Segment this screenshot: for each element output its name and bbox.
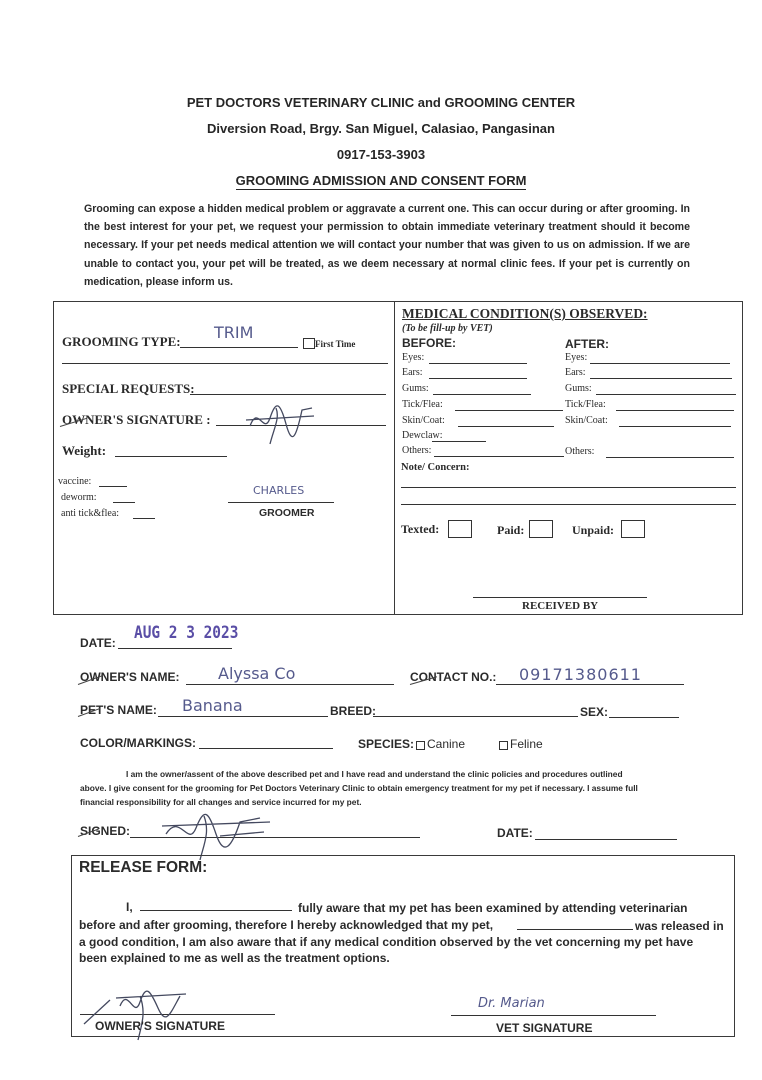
clinic-address: Diversion Road, Brgy. San Miguel, Calasiao, Pangasinan: [207, 121, 555, 136]
before-field-label: Tick/Flea:: [402, 399, 443, 410]
grooming-type-label: GROOMING TYPE:: [62, 334, 181, 349]
after-field-label: Others:: [565, 446, 595, 457]
feline-label: Feline: [510, 737, 543, 751]
groomer-label: GROOMER: [259, 507, 315, 519]
feline-checkbox[interactable]: [499, 741, 508, 750]
date-line: [118, 648, 232, 649]
before-field-line[interactable]: [429, 363, 527, 364]
date-label: DATE:: [80, 636, 116, 650]
after-field-line[interactable]: [596, 394, 736, 395]
color-label: COLOR/MARKINGS:: [80, 736, 196, 750]
after-field-line[interactable]: [590, 363, 730, 364]
after-field-label: Tick/Flea:: [565, 399, 606, 410]
owner-signature-label: OWNER'S SIGNATURE: [95, 1019, 225, 1033]
consent-line-2: above. I give consent for the grooming for Pet Doctors Veterinary Clinic to obtain emergency treatment for my pet if necessary. I assume full: [80, 783, 638, 793]
before-field-label: Eyes:: [402, 352, 425, 363]
before-field-label: Skin/Coat:: [402, 415, 445, 426]
antitick-label: anti tick&flea:: [61, 508, 120, 519]
weight-label: Weight:: [62, 443, 107, 458]
owner-name-value[interactable]: Alyssa Co: [218, 664, 296, 683]
breed-line: [373, 716, 578, 717]
texted-label: Texted:: [401, 522, 440, 536]
grooming-type-value[interactable]: TRIM: [214, 323, 254, 342]
before-field-line[interactable]: [432, 441, 486, 442]
paid-checkbox[interactable]: [529, 520, 553, 538]
before-field-label: Gums:: [402, 383, 429, 394]
intro-paragraph: Grooming can expose a hidden medical problem or aggravate a current one. This can occur during or after grooming. In the best interest for your pet, we request your permission to obtain immediate veterinary treatment should it become necessary. If your pet needs medical attention we will contact your number that was given to us on admission. If we are unable to contact you, your pet will be treated, as we deem necessary at normal clinic fees. If your pet is currently on medication, please inform us.: [84, 203, 690, 288]
before-label: BEFORE:: [402, 336, 456, 350]
after-field-line[interactable]: [619, 426, 731, 427]
after-label: AFTER:: [565, 337, 609, 351]
antitick-line: [133, 518, 155, 519]
release-p3: a good condition, I am also aware that if any medical condition observed by the vet concerning my pet have: [79, 935, 694, 949]
groomer-name: CHARLES: [253, 484, 305, 497]
form-title-text: GROOMING ADMISSION AND CONSENT FORM: [235, 173, 527, 188]
deworm-line: [113, 502, 135, 503]
color-line: [199, 748, 333, 749]
pet-name-line: [158, 716, 328, 717]
after-field-label: Skin/Coat:: [565, 415, 608, 426]
unpaid-checkbox[interactable]: [621, 520, 645, 538]
after-field-line[interactable]: [590, 378, 732, 379]
before-field-line[interactable]: [434, 456, 564, 457]
signed-label: SIGNED:: [80, 824, 131, 838]
grooming-type-line: [180, 347, 298, 348]
clinic-name: PET DOCTORS VETERINARY CLINIC and GROOMING CENTER: [186, 95, 576, 110]
after-field-label: Eyes:: [565, 352, 588, 363]
box-divider: [394, 301, 395, 615]
note-line-1: [401, 487, 736, 488]
contact-label: CONTACT NO.:: [410, 670, 497, 684]
form-title: [0, 173, 762, 188]
before-field-label: Ears:: [402, 367, 423, 378]
species-label: SPECIES:: [358, 737, 415, 751]
owners-signature-label: OWNER'S SIGNATURE :: [62, 412, 211, 427]
after-field-line[interactable]: [616, 410, 734, 411]
consent-date-line: [535, 839, 677, 840]
release-vet-sign-line: [451, 1015, 656, 1016]
before-field-line[interactable]: [429, 378, 527, 379]
before-field-line[interactable]: [433, 394, 531, 395]
deworm-label: deworm:: [61, 492, 97, 503]
contact-value[interactable]: 09171380611: [519, 665, 642, 684]
special-requests-line: [190, 394, 386, 395]
note-line-2: [401, 504, 736, 505]
after-field-label: Gums:: [565, 383, 592, 394]
release-p1-start: I,: [126, 900, 133, 914]
consent-line-1: I am the owner/assent of the above described pet and I have read and understand the clinic policies and procedures outlined: [126, 769, 623, 779]
after-field-label: Ears:: [565, 367, 586, 378]
before-field-line[interactable]: [455, 410, 563, 411]
pet-name-label: PET'S NAME:: [80, 703, 157, 717]
owner-name-line: [186, 684, 394, 685]
canine-label: Canine: [427, 737, 466, 751]
before-field-label: Dewclaw:: [402, 430, 443, 441]
clinic-phone: 0917-153-3903: [336, 147, 426, 162]
vaccine-line: [99, 486, 127, 487]
owner-signature-scribble-1: [240, 398, 320, 448]
release-pet-line: [517, 929, 633, 930]
received-by-line: [473, 597, 647, 598]
vet-signature-text: Dr. Marian: [478, 996, 545, 1011]
before-field-label: Others:: [402, 445, 432, 456]
release-p2-end: was released in: [635, 919, 724, 933]
breed-label: BREED:: [330, 704, 377, 718]
release-owner-signature-scribble: [80, 984, 190, 1044]
special-requests-label: SPECIAL REQUESTS:: [62, 381, 195, 396]
contact-line: [496, 684, 684, 685]
first-time-label: First Time: [315, 339, 356, 349]
owner-name-label: OWNER'S NAME:: [80, 670, 180, 684]
vaccine-label: vaccine:: [58, 476, 92, 487]
release-name-line: [140, 910, 292, 911]
paid-label: Paid:: [497, 523, 525, 537]
date-stamp: AUG 2 3 2023: [134, 623, 239, 643]
sex-line: [609, 717, 679, 718]
release-p2-start: before and after grooming, therefore I hereby acknowledged that my pet,: [79, 918, 494, 932]
note-label: Note/ Concern:: [401, 462, 470, 473]
texted-checkbox[interactable]: [448, 520, 472, 538]
received-by-label: RECEIVED BY: [522, 600, 599, 612]
vet-signature-label: VET SIGNATURE: [496, 1021, 593, 1035]
medical-subtitle: (To be fill-up by VET): [402, 323, 493, 334]
sex-label: SEX:: [580, 705, 609, 719]
grooming-type-line-2: [62, 363, 388, 364]
unpaid-label: Unpaid:: [572, 523, 615, 537]
groomer-line: [228, 502, 334, 503]
weight-line: [115, 456, 227, 457]
consent-line-3: financial responsibility for all changes and service incurred for my pet.: [80, 797, 362, 807]
medical-title: MEDICAL CONDITION(S) OBSERVED:: [402, 306, 648, 321]
consent-date-label: DATE:: [497, 826, 533, 840]
release-p4: been explained to me as well as the treatment options.: [79, 951, 390, 965]
release-p1-rest: fully aware that my pet has been examined by attending veterinarian: [298, 901, 688, 915]
before-field-line[interactable]: [458, 426, 554, 427]
release-title: RELEASE FORM:: [79, 859, 208, 876]
canine-checkbox[interactable]: [416, 741, 425, 750]
first-time-checkbox[interactable]: [303, 338, 315, 349]
pet-name-value[interactable]: Banana: [182, 696, 243, 715]
after-field-line[interactable]: [606, 457, 734, 458]
